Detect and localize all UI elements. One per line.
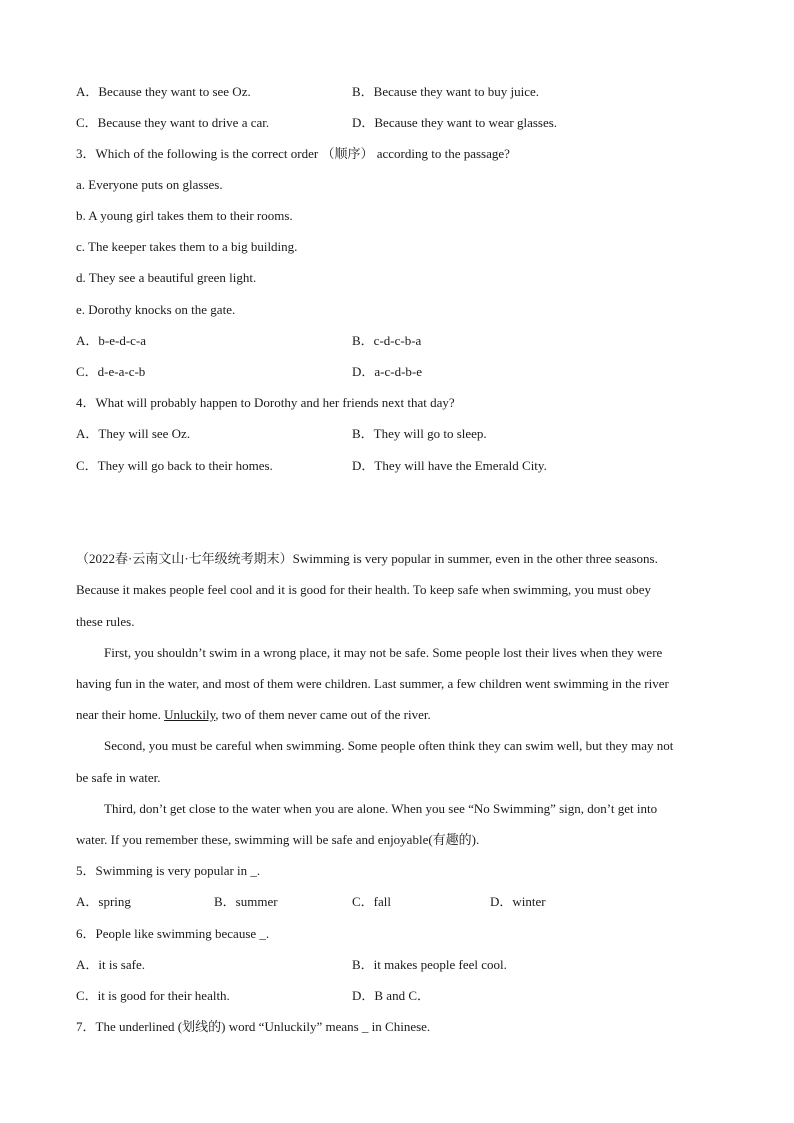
q6-option-a: A．it is safe. xyxy=(76,957,145,972)
q3-option-d: D．a-c-d-b-e xyxy=(352,364,423,379)
q3-item-a: a. Everyone puts on glasses. xyxy=(76,177,223,192)
q3-item-e: e. Dorothy knocks on the gate. xyxy=(76,302,236,317)
q4-option-c: C．They will go back to their homes. xyxy=(76,458,273,473)
q6-stem: 6．People like swimming because _. xyxy=(76,926,270,941)
q5-option-d: D．winter xyxy=(490,894,546,909)
q3-option-b: B．c-d-c-b-a xyxy=(352,333,422,348)
q3-stem: 3．Which of the following is the correct order （顺序） according to the passage? xyxy=(76,146,510,161)
q4-option-d: D．They will have the Emerald City. xyxy=(352,458,547,473)
q3-option-a: A．b-e-d-c-a xyxy=(76,333,147,348)
passage-line-2: Because it makes people feel cool and it is good for their health. To keep safe when swimming, you must obey xyxy=(76,582,652,597)
underlined-word: Unluckily xyxy=(164,707,216,722)
q5-option-a: A．spring xyxy=(76,894,131,909)
passage-paragraph-second: Second, you must be careful when swimming. Some people often think they can swim well, but they may not xyxy=(104,738,674,753)
q5-option-c: C．fall xyxy=(352,894,391,909)
q5-option-b: B．summer xyxy=(214,894,278,909)
q2-option-c: C．Because they want to drive a car. xyxy=(76,115,270,130)
q3-item-b: b. A young girl takes them to their rooms. xyxy=(76,208,293,223)
q6-option-b: B．it makes people feel cool. xyxy=(352,957,507,972)
q5-stem: 5．Swimming is very popular in _. xyxy=(76,863,261,878)
q2-option-d: D．Because they want to wear glasses. xyxy=(352,115,558,130)
passage-line-6-pre: near their home. xyxy=(76,707,165,722)
q3-item-c: c. The keeper takes them to a big building. xyxy=(76,239,298,254)
passage-line-6-post: , two of them never came out of the river. xyxy=(215,707,431,722)
q4-option-b: B．They will go to sleep. xyxy=(352,426,487,441)
q6-option-d: D．B and C． xyxy=(352,988,431,1003)
q2-option-b: B．Because they want to buy juice. xyxy=(352,84,540,99)
passage-line-5: having fun in the water, and most of them were children. Last summer, a few children went swimming in the river xyxy=(76,676,669,691)
q4-stem: 4．What will probably happen to Dorothy and her friends next that day? xyxy=(76,395,455,410)
passage-paragraph-first: First, you shouldn’t swim in a wrong place, it may not be safe. Some people lost their lives when they were xyxy=(104,645,663,660)
q7-stem: 7．The underlined (划线的) word “Unluckily” means _ in Chinese. xyxy=(76,1019,431,1034)
q3-option-c: C．d-e-a-c-b xyxy=(76,364,146,379)
passage-line-10: water. If you remember these, swimming will be safe and enjoyable(有趣的). xyxy=(76,832,480,847)
passage-line-8: be safe in water. xyxy=(76,770,161,785)
q3-item-d: d. They see a beautiful green light. xyxy=(76,270,257,285)
passage-paragraph-third: Third, don’t get close to the water when you are alone. When you see “No Swimming” sign, don’t get into xyxy=(104,801,658,816)
q6-option-c: C．it is good for their health. xyxy=(76,988,230,1003)
passage-line-1: （2022春·云南文山·七年级统考期末）Swimming is very popular in summer, even in the other three seasons. xyxy=(76,551,658,566)
q2-option-a: A．Because they want to see Oz. xyxy=(76,84,251,99)
passage-line-3: these rules. xyxy=(76,614,135,629)
q4-option-a: A．They will see Oz. xyxy=(76,426,191,441)
passage-line-6 xyxy=(76,707,431,723)
